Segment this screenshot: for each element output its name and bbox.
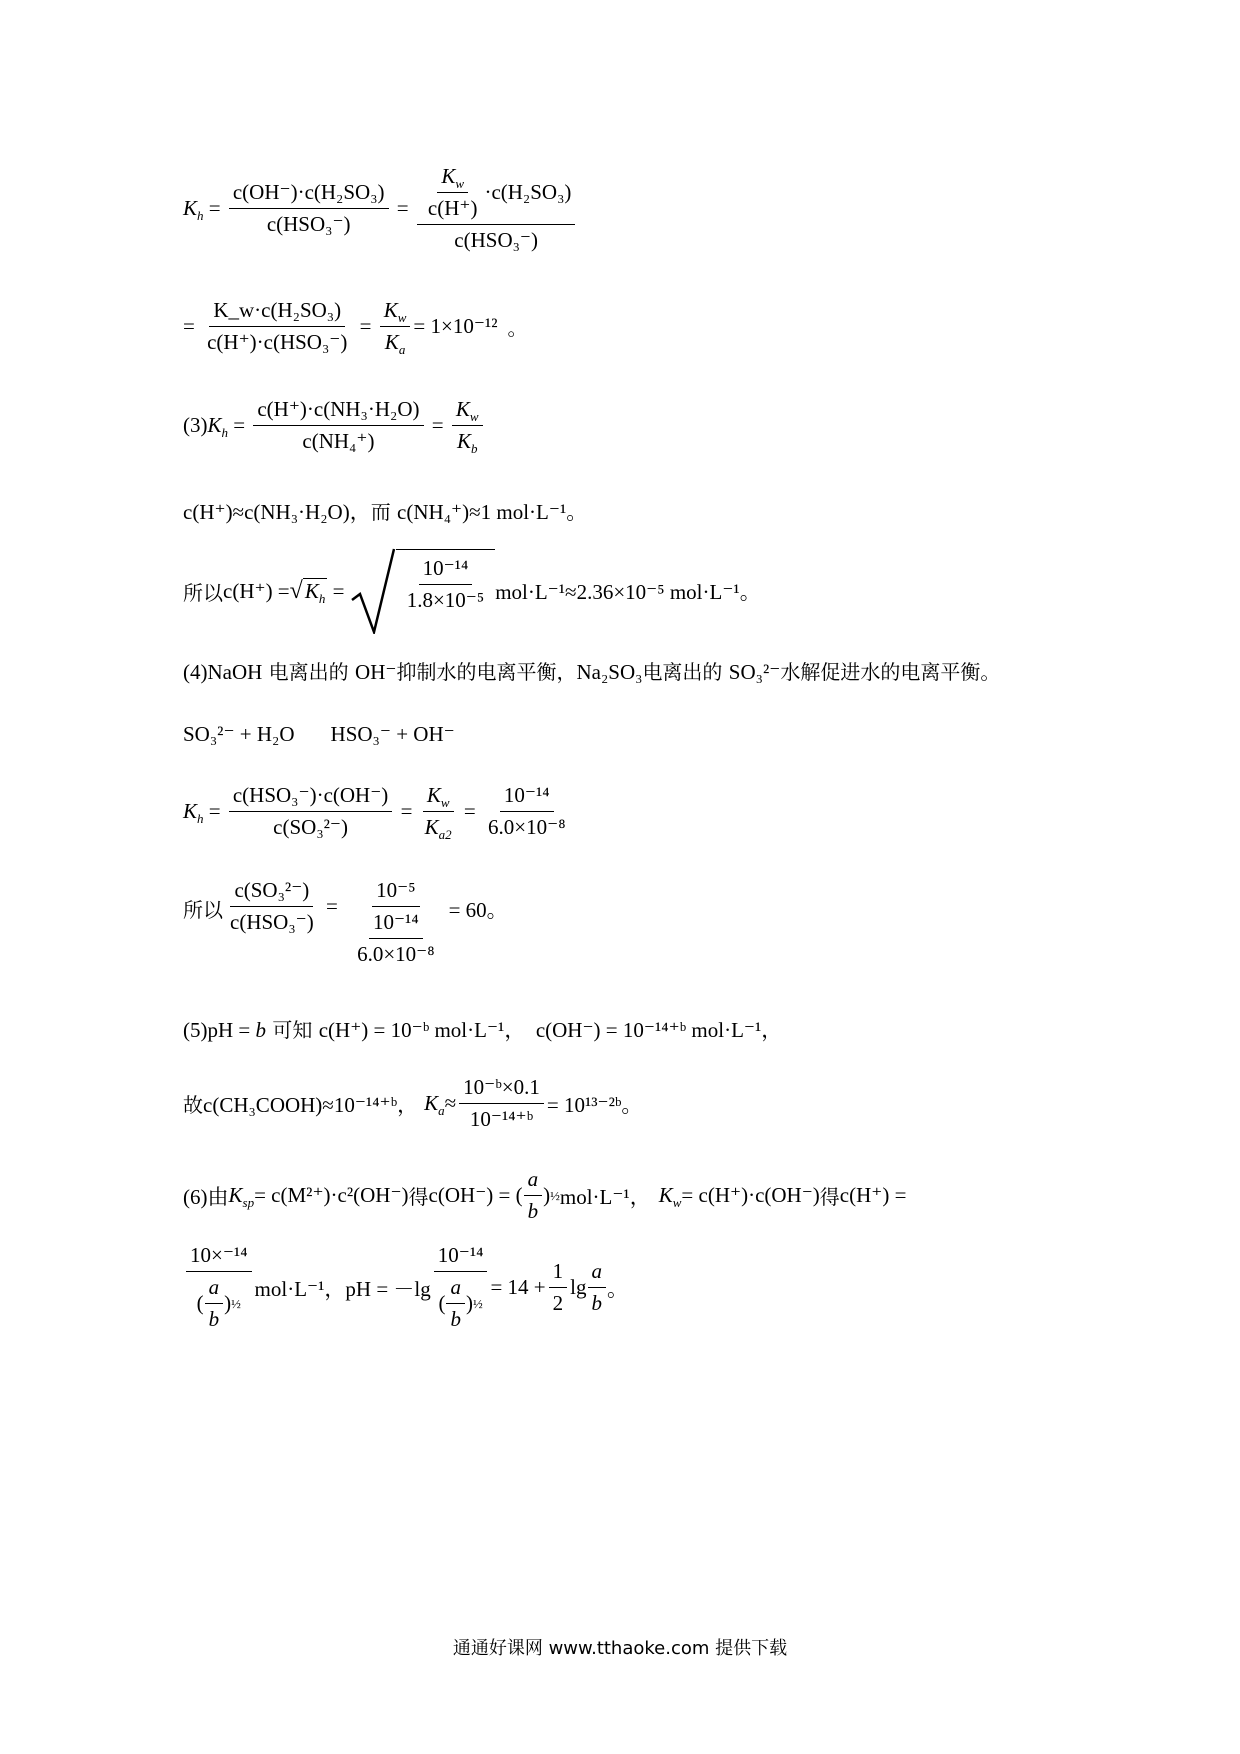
fraction: $\frac{\text{c(SO₃²⁻)}}{\text{c(HSO₃⁻)}}$ bbox=[230, 878, 314, 934]
fraction: 10⁻¹⁴ ( $\frac{a}{b}$ ) ½ bbox=[434, 1243, 488, 1332]
text-line: (4)NaOH 电离出的 OH⁻抑制水的电离平衡，Na₂SO₃电离出的 SO₃²⁻水解促进水的电离平衡。 bbox=[183, 660, 1001, 684]
equation-ka: 故 c(CH₃COOH)≈10⁻¹⁴⁺ᵇ， $K_a$ ≈ $\frac{\text{10⁻ᵇ×0.1}}{\text{10⁻¹⁴⁺ᵇ}}$ = 10¹³⁻²ᵇ。 bbox=[183, 1075, 643, 1131]
fraction: $\frac{K_w}{K_{a2}}$ bbox=[424, 783, 452, 843]
fraction: $\frac{\text{c(HSO₃⁻)·c(OH⁻)}}{\text{c(SO₃²⁻)}}$ bbox=[229, 783, 392, 840]
fraction: $\frac{\text{10⁻⁵}}{\frac{\text{10⁻¹⁴}}{\text{6.0×10⁻⁸}}}$ bbox=[346, 878, 446, 967]
text-line: (5)pH = b 可知 c(H⁺) = 10⁻ᵇ mol·L⁻¹， c(OH⁻) = 10⁻¹⁴⁺ᵇ mol·L⁻¹， bbox=[183, 1018, 783, 1042]
fraction: $\frac{K_w}{K_a}$ bbox=[380, 298, 411, 355]
radical-sign bbox=[350, 548, 396, 634]
reaction-equation: SO₃²⁻ + H₂O HSO₃⁻ + OH⁻ bbox=[183, 722, 455, 746]
fraction: $\frac{\text{K\_w·c(H₂SO₃)}}{\text{c(H⁺)·c(HSO₃⁻)}}$ bbox=[207, 298, 348, 354]
equation-kh-so3: $K_h$ = $\frac{\text{c(HSO₃⁻)·c(OH⁻)}}{\text{c(SO₃²⁻)}}$ = $\frac{K_w}{K_{a2}}$ = $\frac{\text{10⁻¹⁴}}{\text{6.0×10⁻⁸}}$ bbox=[183, 783, 573, 840]
fraction: $\frac{a}{b}$ bbox=[588, 1259, 607, 1316]
equation-sqrt: 所以 c(H⁺) = √ $K_h$ = $\frac{\text{10⁻¹⁴}}{\text{1.8×10⁻⁵}}$ mol·L⁻¹≈2.36×10⁻⁵ mol·L⁻¹。 bbox=[183, 548, 761, 634]
fraction: $\frac{\text{10⁻¹⁴}}{\text{6.0×10⁻⁸}}$ bbox=[357, 910, 435, 966]
fraction: $\frac{a}{b}$ bbox=[524, 1167, 543, 1224]
equation-6: (6)由 $K_{sp}$ = c(M²⁺)·c²(OH⁻) 得 c(OH⁻) = ( $\frac{a}{b}$ ) ½ mol·L⁻¹， $K_w$ = c(H⁺)·c(OH⁻) 得 c(H⁺) = bbox=[183, 1167, 907, 1223]
fraction: $\frac{\text{10⁻ᵇ×0.1}}{\text{10⁻¹⁴⁺ᵇ}}$ bbox=[459, 1075, 544, 1132]
equation-ph: 10×⁻¹⁴ ( $\frac{a}{b}$ ) ½ mol·L⁻¹，pH = －lg 10⁻¹⁴ ( $\frac{a}{b}$ ) ½ = 14 + $\frac{1}{2}$ lg $\frac{a}{b}$ 。 bbox=[183, 1243, 628, 1332]
equation-3: (3) $K_h$ = $\frac{\text{c(H⁺)·c(NH₃·H₂O)}}{\text{c(NH₄⁺)}}$ = $\frac{K_w}{K_b}$ bbox=[183, 397, 486, 454]
fraction: $\frac{\text{10⁻¹⁴}}{\text{1.8×10⁻⁵}}$ bbox=[406, 556, 485, 612]
fraction: $\frac{a}{b}$ bbox=[446, 1275, 465, 1332]
fraction: $\frac{K_w}{K_b}$ bbox=[452, 397, 483, 454]
equation-kh-hso3: $K_h$ = $\frac{\text{c(OH⁻)·c(H₂SO₃)}}{\text{c(HSO₃⁻)}}$ = $\frac{K_w}{c(H^+)}$ ·c(H₂SO₃) c(HSO₃⁻) bbox=[183, 164, 578, 253]
text-line: c(H⁺)≈c(NH₃·H₂O)，而 c(NH₄⁺)≈1 mol·L⁻¹。 bbox=[183, 500, 588, 524]
fraction: 10×⁻¹⁴ ( $\frac{a}{b}$ ) ½ bbox=[186, 1243, 252, 1332]
equation-kh-result: = $\frac{\text{K\_w·c(H₂SO₃)}}{\text{c(H⁺)·c(HSO₃⁻)}}$ = $\frac{K_w}{K_a}$ = 1×10⁻¹² 。 bbox=[183, 298, 528, 358]
fraction: $\frac{a}{b}$ bbox=[205, 1275, 224, 1332]
fraction: $\frac{K_w}{c(H^+)}$ ·c(H₂SO₃) c(HSO₃⁻) bbox=[417, 164, 576, 253]
fraction: $\frac{\text{10⁻¹⁴}}{\text{6.0×10⁻⁸}}$ bbox=[488, 783, 566, 839]
fraction: $\frac{K_w}{c(H^+)}$ bbox=[427, 164, 478, 220]
equation-ratio: 所以 $\frac{\text{c(SO₃²⁻)}}{\text{c(HSO₃⁻)}}$ = $\frac{\text{10⁻⁵}}{\frac{\text{10⁻¹⁴}}{\text{6.0×10⁻⁸}}}$ = 60。 bbox=[183, 878, 508, 966]
fraction: $\frac{\text{c(OH⁻)·c(H₂SO₃)}}{\text{c(HSO₃⁻)}}$ bbox=[229, 180, 389, 237]
sqrt-symbol: √ $K_h$ bbox=[289, 577, 326, 607]
footer-source: 通通好课网 www.tthaoke.com 提供下载 bbox=[452, 1638, 788, 1659]
kh-symbol: $K_h$ bbox=[183, 196, 204, 224]
sqrt-symbol bbox=[350, 548, 496, 634]
fraction: $\frac{1}{2}$ bbox=[549, 1259, 568, 1316]
fraction: $\frac{\text{c(H⁺)·c(NH₃·H₂O)}}{\text{c(NH₄⁺)}}$ bbox=[253, 397, 423, 454]
